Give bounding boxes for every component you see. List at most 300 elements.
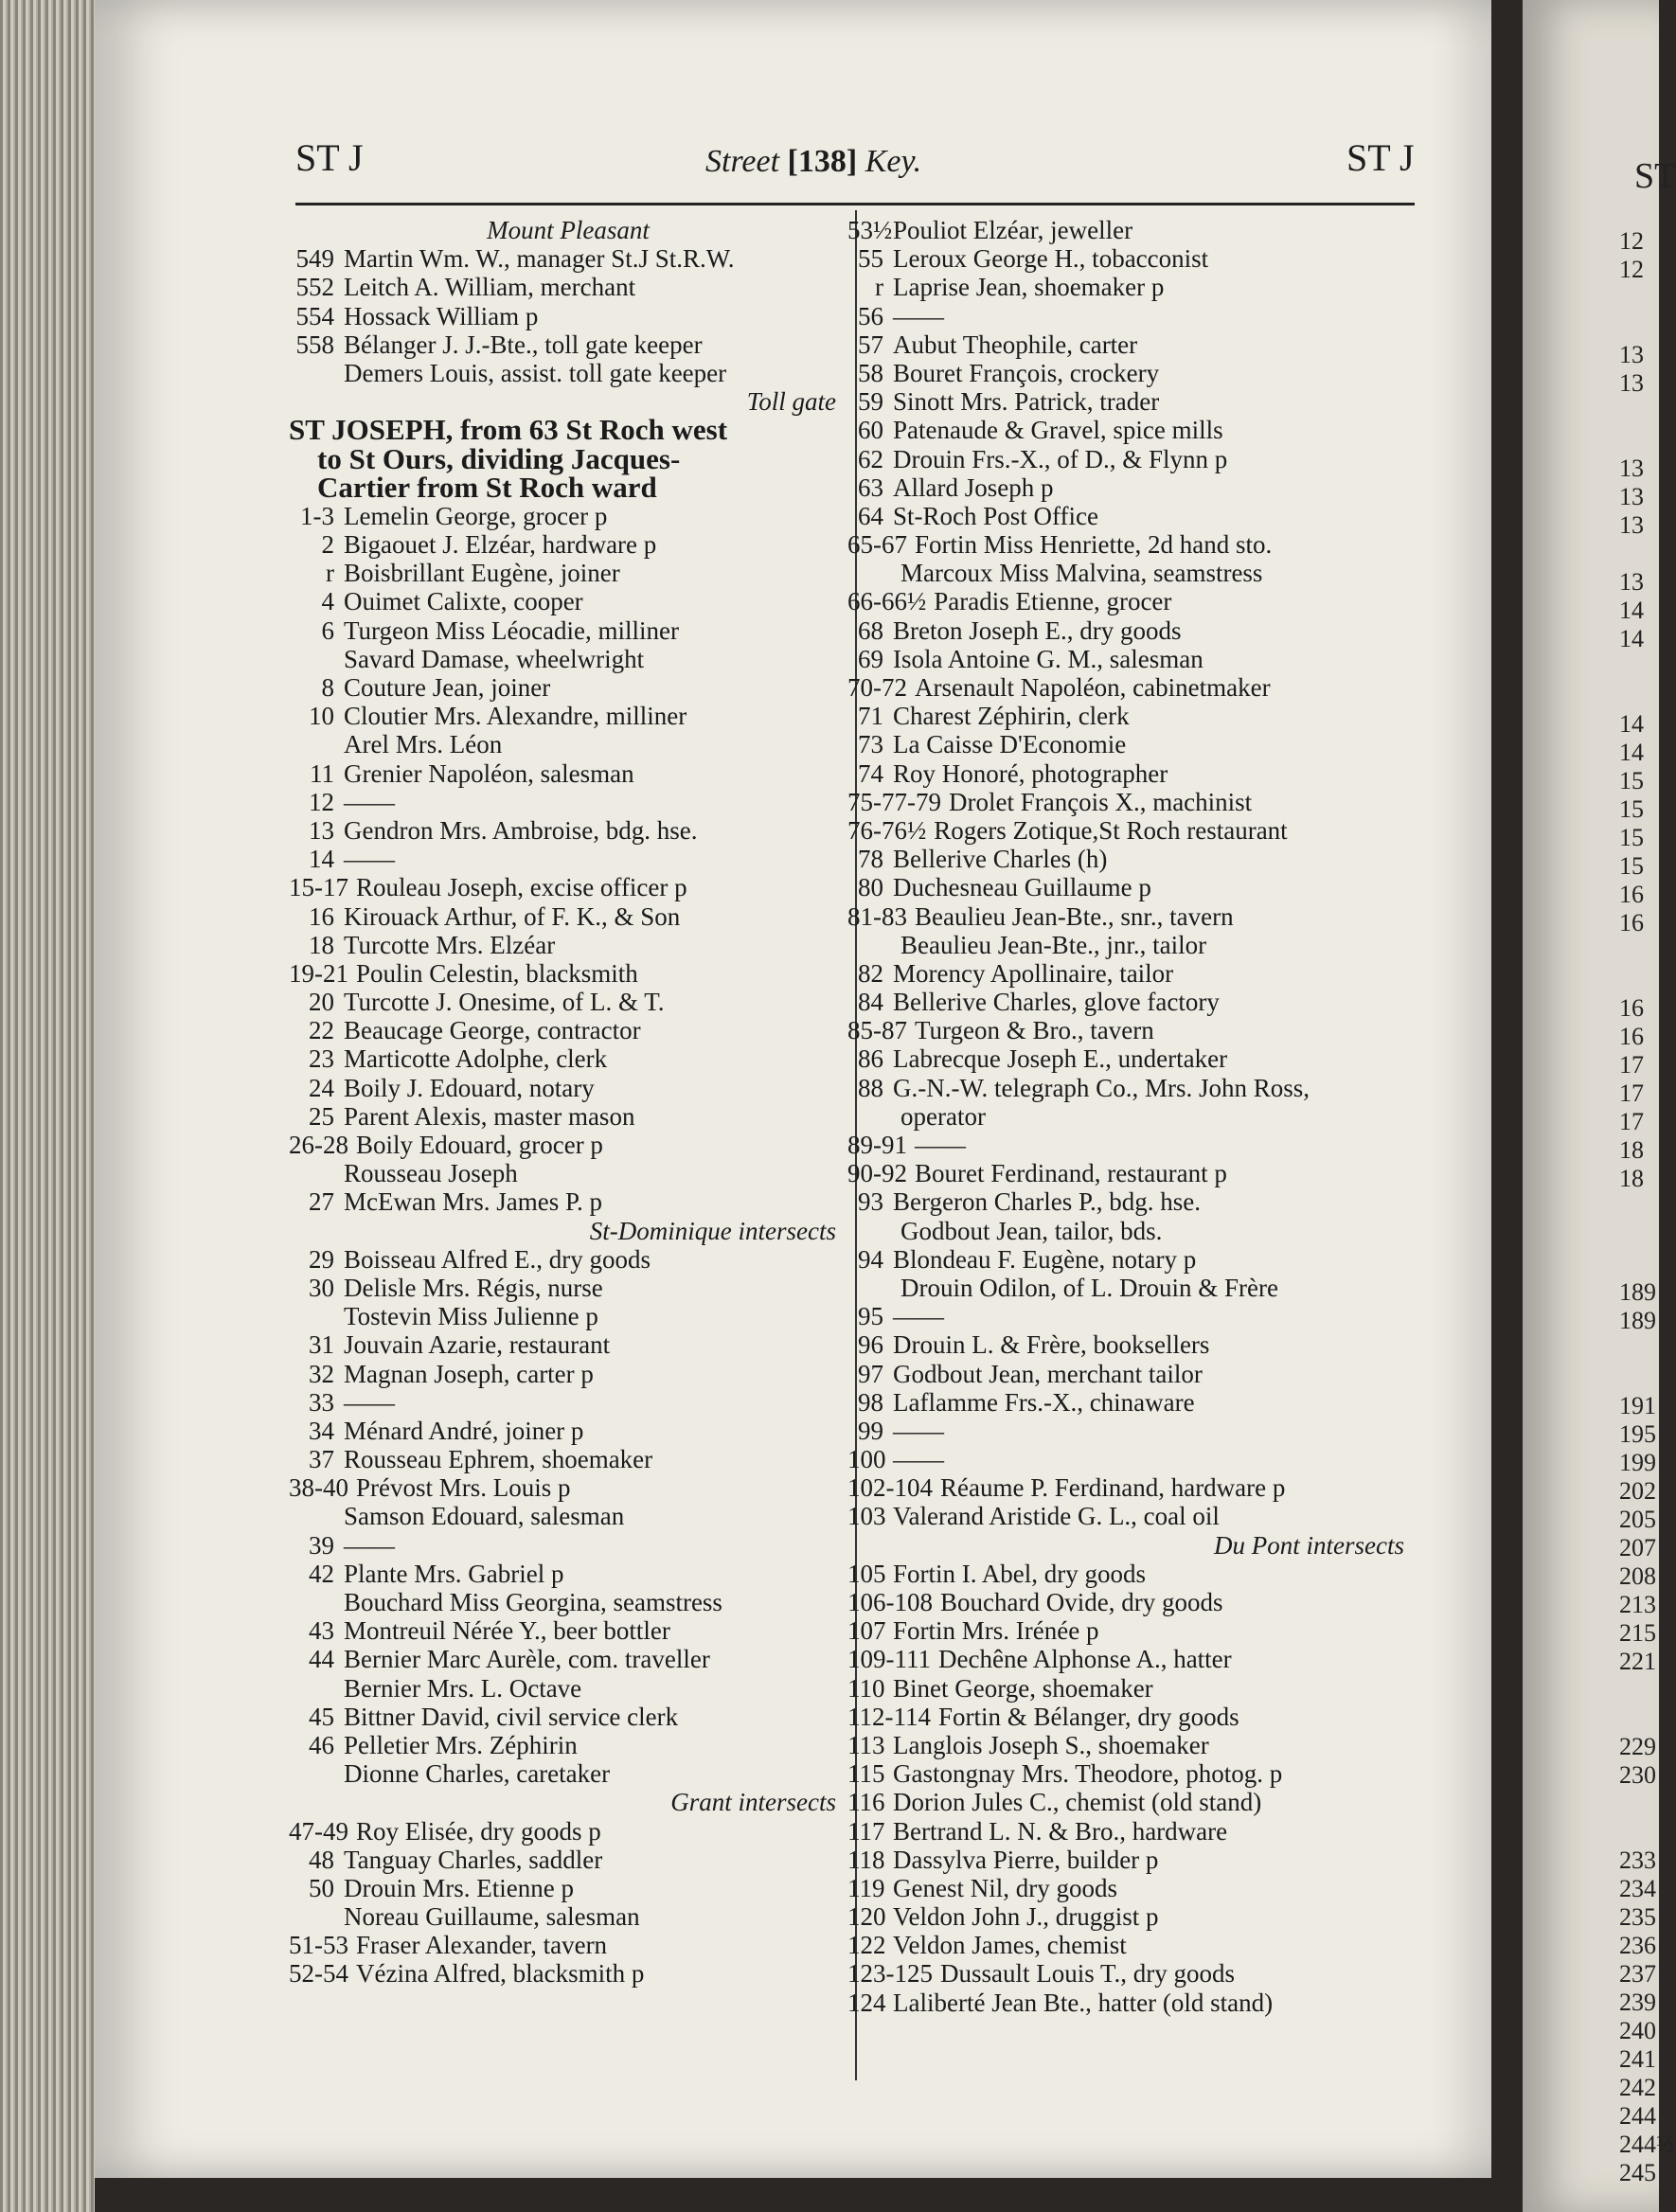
- street-number: 20: [309, 988, 334, 1017]
- facing-page-number: [1619, 312, 1675, 341]
- occupant-name: Charest Zéphirin, clerk: [893, 702, 1130, 731]
- occupant-name: ——: [893, 1302, 944, 1331]
- directory-entry: [289, 302, 847, 330]
- directory-entry: [847, 845, 1416, 873]
- occupant-name: Pelletier Mrs. Zéphirin: [344, 1730, 578, 1759]
- directory-entry: [847, 1016, 1416, 1044]
- occupant-name: Fortin & Bélanger, dry goods: [938, 1702, 1239, 1731]
- facing-page-number: 215: [1619, 1619, 1656, 1647]
- occupant-name: Delisle Mrs. Régis, nurse: [344, 1273, 603, 1302]
- street-number: 552: [295, 273, 334, 302]
- occupant-name: Pouliot Elzéar, jeweller: [893, 216, 1133, 244]
- directory-entry: [847, 330, 1416, 359]
- street-number: 119: [847, 1873, 885, 1902]
- occupant-name: Godbout Jean, tailor, bds.: [900, 1216, 1163, 1245]
- street-number: 80: [858, 873, 883, 902]
- directory-entry: [847, 387, 1416, 416]
- street-number: 59: [858, 387, 883, 417]
- directory-entry: [289, 1616, 847, 1645]
- street-number: 46: [309, 1730, 334, 1759]
- street-number: 58: [858, 358, 883, 387]
- occupant-name: Demers Louis, assist. toll gate keeper: [344, 358, 727, 387]
- facing-page-number: 13: [1619, 455, 1644, 482]
- section-heading: Mount Pleasant: [487, 216, 650, 244]
- facing-page-number: 16: [1619, 881, 1644, 908]
- street-number: 43: [309, 1616, 334, 1646]
- directory-entry: [847, 1044, 1416, 1073]
- left-column: [289, 216, 847, 1989]
- street-number: 68: [858, 615, 883, 645]
- directory-entry: [289, 1388, 847, 1417]
- facing-page-number: 18: [1619, 1136, 1644, 1164]
- facing-page-number: 195: [1619, 1420, 1656, 1448]
- occupant-name: Isola Antoine G. M., salesman: [893, 644, 1204, 673]
- directory-entry: [847, 473, 1416, 502]
- directory-entry: [847, 445, 1416, 473]
- directory-entry: [289, 645, 847, 673]
- occupant-name: Drouin Frs.-X., of D., & Flynn p: [893, 444, 1228, 473]
- directory-entry: [847, 816, 1416, 845]
- occupant-name: Valerand Aristide G. L., coal oil: [893, 1502, 1220, 1531]
- street-number: 32: [309, 1359, 334, 1388]
- occupant-name: Beaucage George, contractor: [344, 1016, 641, 1045]
- occupant-name: G.-N.-W. telegraph Co., Mrs. John Ross,: [893, 1073, 1310, 1102]
- street-number: 16: [309, 901, 334, 931]
- directory-entry: [289, 244, 847, 273]
- occupant-name: Boily J. Edouard, notary: [344, 1073, 595, 1102]
- occupant-name: Bouret François, crockery: [893, 358, 1160, 387]
- directory-entry: [289, 1731, 847, 1759]
- occupant-name: Paradis Etienne, grocer: [934, 587, 1172, 616]
- occupant-name: Bouchard Miss Georgina, seamstress: [344, 1588, 722, 1616]
- occupant-name: Marcoux Miss Malvina, seamstress: [900, 559, 1263, 588]
- directory-entry: [847, 273, 1416, 301]
- occupant-name: Laprise Jean, shoemaker p: [893, 273, 1165, 302]
- directory-entry: [847, 1902, 1416, 1931]
- occupant-name: Bertrand L. N. & Bro., hardware: [893, 1816, 1228, 1846]
- directory-entry: [847, 244, 1416, 273]
- page-number: [138]: [787, 144, 858, 179]
- directory-entry: [847, 587, 1416, 615]
- street-number: 47-49: [289, 1816, 348, 1846]
- occupant-name: Genest Nil, dry goods: [893, 1873, 1117, 1902]
- street-number: r: [875, 273, 883, 302]
- street-number: 106-108: [847, 1588, 933, 1616]
- facing-page-number: 240: [1619, 2017, 1656, 2044]
- occupant-name: La Caisse D'Economie: [893, 730, 1127, 759]
- directory-entry: [289, 530, 847, 559]
- running-head-street: Street: [705, 144, 780, 179]
- facing-page-number: [1619, 653, 1675, 682]
- directory-entry: [289, 702, 847, 730]
- street-number: 56: [858, 301, 883, 330]
- street-number: 18: [309, 930, 334, 959]
- street-number: 76-76½: [847, 815, 927, 845]
- occupant-name: Martin Wm. W., manager St.J St.R.W.: [344, 244, 735, 274]
- occupant-name: Bélanger J. J.-Bte., toll gate keeper: [344, 330, 703, 359]
- occupant-name: Dionne Charles, caretaker: [344, 1759, 611, 1789]
- occupant-name: St-Roch Post Office: [893, 501, 1098, 530]
- directory-entry: [847, 702, 1416, 730]
- street-number: 558: [295, 330, 334, 359]
- street-number: 122: [847, 1931, 886, 1960]
- street-number: 84: [858, 988, 883, 1017]
- occupant-name: Bouchard Ovide, dry goods: [940, 1588, 1223, 1616]
- directory-entry: [289, 359, 847, 387]
- street-number: 2: [321, 530, 334, 560]
- occupant-name: Gendron Mrs. Ambroise, bdg. hse.: [344, 815, 698, 845]
- occupant-name: Bellerive Charles, glove factory: [893, 988, 1220, 1017]
- occupant-name: Sinott Mrs. Patrick, trader: [893, 387, 1160, 417]
- occupant-name: ——: [893, 1445, 944, 1474]
- directory-entry: [289, 673, 847, 702]
- facing-page-number: 15: [1619, 767, 1644, 794]
- street-number: 26-28: [289, 1131, 348, 1159]
- occupant-name: Laflamme Frs.-X., chinaware: [893, 1387, 1195, 1417]
- facing-page-number: 13: [1619, 369, 1644, 397]
- occupant-name: Langlois Joseph S., shoemaker: [893, 1730, 1209, 1759]
- directory-entry: [289, 559, 847, 587]
- facing-page-number: [1619, 426, 1675, 455]
- directory-entry: [289, 1473, 847, 1502]
- street-number: 95: [858, 1302, 883, 1331]
- occupant-name: Arsenault Napoléon, cabinetmaker: [915, 673, 1271, 702]
- facing-page-number: 16: [1619, 909, 1644, 937]
- occupant-name: Montreuil Nérée Y., beer bottler: [344, 1616, 670, 1646]
- street-number: 39: [309, 1530, 334, 1560]
- directory-entry: [847, 1302, 1416, 1330]
- street-number: 44: [309, 1645, 334, 1674]
- occupant-name: Prévost Mrs. Louis p: [356, 1473, 571, 1503]
- facing-page-number: 244½: [1619, 2131, 1675, 2158]
- occupant-name: ——: [893, 301, 944, 330]
- directory-entry: [847, 1417, 1416, 1445]
- directory-entry: [847, 1759, 1416, 1788]
- occupant-name: Veldon John J., druggist p: [893, 1902, 1159, 1932]
- occupant-name: Godbout Jean, merchant tailor: [893, 1359, 1203, 1388]
- occupant-name: Boisbrillant Eugène, joiner: [344, 559, 620, 588]
- occupant-name: Bouret Ferdinand, restaurant p: [915, 1159, 1227, 1188]
- directory-entry: [847, 1959, 1416, 1988]
- occupant-name: Laliberté Jean Bte., hatter (old stand): [893, 1988, 1274, 2017]
- street-number: 1-3: [300, 501, 334, 530]
- directory-entry: [847, 1245, 1416, 1274]
- directory-entry: [847, 1989, 1416, 2017]
- occupant-name: Cloutier Mrs. Alexandre, milliner: [344, 702, 687, 731]
- street-number: 82: [858, 958, 883, 988]
- occupant-name: Drouin Odilon, of L. Drouin & Frère: [900, 1273, 1278, 1302]
- directory-entry: [289, 1417, 847, 1445]
- directory-entry: [289, 1645, 847, 1673]
- occupant-name: Grenier Napoléon, salesman: [344, 758, 634, 788]
- street-number: 100: [847, 1445, 886, 1474]
- directory-entry: [289, 816, 847, 845]
- occupant-name: Duchesneau Guillaume p: [893, 873, 1151, 902]
- occupant-name: Parent Alexis, master mason: [344, 1101, 635, 1131]
- street-number: 22: [309, 1016, 334, 1045]
- street-number: 48: [309, 1845, 334, 1874]
- occupant-name: Drouin Mrs. Etienne p: [344, 1873, 574, 1902]
- directory-entry: [289, 845, 847, 873]
- directory-entry: [847, 1931, 1416, 1959]
- street-number: 70-72: [847, 673, 907, 702]
- occupant-name: Roy Elisée, dry goods p: [356, 1816, 601, 1846]
- directory-entry: [847, 873, 1416, 901]
- directory-entry: [847, 416, 1416, 444]
- facing-page-number: 237: [1619, 1960, 1656, 1988]
- occupant-name: Beaulieu Jean-Bte., jnr., tailor: [900, 930, 1207, 959]
- street-number: 37: [309, 1445, 334, 1474]
- directory-entry: [289, 1159, 847, 1187]
- street-heading: to St Ours, dividing Jacques-: [317, 441, 681, 475]
- occupant-name: operator: [900, 1101, 986, 1131]
- street-number: 116: [847, 1788, 885, 1817]
- directory-entry: [847, 1131, 1416, 1159]
- directory-entry: [847, 1187, 1416, 1216]
- directory-entry: [847, 759, 1416, 788]
- street-number: 29: [309, 1244, 334, 1274]
- street-number: 549: [295, 244, 334, 274]
- street-number: 78: [858, 845, 883, 874]
- occupant-name: Turcotte Mrs. Elzéar: [344, 930, 556, 959]
- directory-entry: [847, 788, 1416, 816]
- directory-entry: [847, 1731, 1416, 1759]
- header-rule: [295, 203, 1415, 205]
- occupant-name: Bernier Mrs. L. Octave: [344, 1673, 582, 1703]
- section-heading: St-Dominique intersects: [589, 1216, 836, 1245]
- facing-page-numbers: [1619, 227, 1675, 2187]
- street-number: 24: [309, 1073, 334, 1102]
- facing-page-number: 14: [1619, 739, 1644, 766]
- street-number: 50: [309, 1873, 334, 1902]
- occupant-name: Dorion Jules C., chemist (old stand): [893, 1788, 1262, 1817]
- directory-entry: [289, 502, 847, 530]
- street-number: 57: [858, 330, 883, 359]
- street-number: 74: [858, 758, 883, 788]
- occupant-name: ——: [893, 1416, 944, 1445]
- occupant-name: Rogers Zotique,St Roch restaurant: [934, 815, 1288, 845]
- occupant-name: Veldon James, chemist: [893, 1931, 1127, 1960]
- street-number: 88: [858, 1073, 883, 1102]
- directory-entry: [847, 931, 1416, 959]
- directory-entry: [289, 1044, 847, 1073]
- occupant-name: Boily Edouard, grocer p: [356, 1131, 603, 1159]
- street-number: 94: [858, 1244, 883, 1274]
- street-number: 45: [309, 1702, 334, 1731]
- facing-page: [1523, 0, 1676, 2212]
- directory-entry: [847, 1502, 1416, 1530]
- directory-entry: [289, 931, 847, 959]
- directory-entry: [847, 1616, 1416, 1645]
- facing-page-number: 202: [1619, 1477, 1656, 1505]
- street-number: 64: [858, 501, 883, 530]
- facing-page-number: 239: [1619, 1989, 1656, 2016]
- directory-entry: [847, 1645, 1416, 1673]
- facing-page-number: [1619, 1704, 1675, 1733]
- occupant-name: Dussault Louis T., dry goods: [940, 1959, 1236, 1989]
- street-heading: ST JOSEPH, from 63 St Roch west: [289, 413, 728, 447]
- directory-entry: [289, 902, 847, 931]
- directory-entry: [289, 730, 847, 758]
- facing-page-number: 205: [1619, 1506, 1656, 1533]
- street-number: 31: [309, 1330, 334, 1360]
- directory-entry: [289, 1703, 847, 1731]
- street-heading: Cartier from St Roch ward: [317, 470, 657, 504]
- street-number: 66-66½: [847, 587, 927, 616]
- occupant-name: Fortin Mrs. Irénée p: [893, 1616, 1099, 1646]
- directory-entry: [289, 988, 847, 1016]
- facing-page-number: 229: [1619, 1733, 1656, 1760]
- facing-page-number: [1619, 1364, 1675, 1392]
- street-number: 93: [858, 1187, 883, 1217]
- street-number: 8: [321, 673, 334, 702]
- directory-entry: [289, 1245, 847, 1274]
- occupant-name: Rousseau Joseph: [344, 1159, 518, 1188]
- facing-page-number: [1619, 1676, 1675, 1704]
- street-number: 102-104: [847, 1473, 933, 1503]
- directory-entry: [289, 1674, 847, 1703]
- street-number: 105: [847, 1559, 886, 1588]
- occupant-name: Fortin I. Abel, dry goods: [893, 1559, 1146, 1588]
- directory-entry: [289, 1817, 847, 1846]
- facing-page-number: [1619, 1222, 1675, 1250]
- directory-entry: [847, 359, 1416, 387]
- directory-entry: [289, 1846, 847, 1874]
- directory-entry: [847, 616, 1416, 645]
- facing-page-number: 16: [1619, 994, 1644, 1022]
- street-number: 25: [309, 1101, 334, 1131]
- directory-entry: [289, 1074, 847, 1102]
- directory-entry: [847, 1217, 1416, 1245]
- street-number: 86: [858, 1044, 883, 1074]
- facing-page-number: 16: [1619, 1023, 1644, 1050]
- occupant-name: Bernier Marc Aurèle, com. traveller: [344, 1645, 710, 1674]
- street-number: 30: [309, 1273, 334, 1302]
- facing-page-number: 18: [1619, 1165, 1644, 1192]
- street-number: 554: [295, 301, 334, 330]
- occupant-name: ——: [344, 1387, 395, 1417]
- occupant-name: Drouin L. & Frère, booksellers: [893, 1330, 1210, 1360]
- directory-entry: [289, 788, 847, 816]
- directory-entry: [289, 1302, 847, 1330]
- facing-page-number: 207: [1619, 1534, 1656, 1561]
- facing-page-number: 12: [1619, 256, 1644, 283]
- facing-page-number: 13: [1619, 568, 1644, 596]
- facing-page-number: [1619, 1790, 1675, 1818]
- occupant-name: Dechêne Alphonse A., hatter: [938, 1645, 1232, 1674]
- running-head-center: [705, 144, 921, 180]
- facing-page-number: 230: [1619, 1761, 1656, 1789]
- facing-page-number: [1619, 682, 1675, 710]
- occupant-name: Arel Mrs. Léon: [344, 730, 503, 759]
- street-number: 52-54: [289, 1959, 348, 1989]
- occupant-name: Bigaouet J. Elzéar, hardware p: [344, 530, 657, 560]
- street-number: 19-21: [289, 958, 348, 988]
- facing-page-number: 244: [1619, 2102, 1656, 2130]
- directory-entry: [847, 1874, 1416, 1902]
- occupant-name: Beaulieu Jean-Bte., snr., tavern: [915, 901, 1234, 931]
- running-head-right: ST J: [1346, 136, 1415, 179]
- street-number: 90-92: [847, 1159, 907, 1188]
- facing-page-number: [1619, 1250, 1675, 1278]
- directory-entry: [847, 502, 1416, 530]
- street-number: 107: [847, 1616, 886, 1646]
- directory-entry: [847, 730, 1416, 758]
- directory-entry: [847, 1159, 1416, 1187]
- occupant-name: Leroux George H., tobacconist: [893, 244, 1209, 274]
- street-number: 12: [309, 787, 334, 816]
- street-number: 110: [847, 1673, 885, 1703]
- occupant-name: ——: [344, 1530, 395, 1560]
- street-number: 34: [309, 1416, 334, 1445]
- street-number: 115: [847, 1759, 885, 1789]
- street-number: 60: [858, 416, 883, 445]
- occupant-name: Réaume P. Ferdinand, hardware p: [940, 1473, 1286, 1503]
- occupant-name: Noreau Guillaume, salesman: [344, 1902, 640, 1932]
- street-number: 14: [309, 845, 334, 874]
- street-number: 6: [321, 615, 334, 645]
- facing-page-number: [1619, 284, 1675, 312]
- occupant-name: Vézina Alfred, blacksmith p: [356, 1959, 645, 1989]
- directory-entry: [847, 1102, 1416, 1131]
- street-number: 4: [321, 587, 334, 616]
- directory-entry: [847, 1274, 1416, 1302]
- occupant-name: Turcotte J. Onesime, of L. & T.: [344, 988, 665, 1017]
- street-number: 120: [847, 1902, 886, 1932]
- section-heading: Grant intersects: [670, 1788, 836, 1817]
- occupant-name: ——: [915, 1131, 966, 1159]
- facing-page-number: [1619, 966, 1675, 994]
- street-number: 63: [858, 473, 883, 502]
- facing-page-number: 199: [1619, 1449, 1656, 1476]
- directory-entry: [289, 1131, 847, 1159]
- directory-entry: [289, 616, 847, 645]
- facing-page-number: 13: [1619, 511, 1644, 539]
- occupant-name: Couture Jean, joiner: [344, 673, 551, 702]
- directory-entry: [289, 959, 847, 988]
- occupant-name: Tostevin Miss Julienne p: [344, 1302, 598, 1331]
- directory-entry: [847, 559, 1416, 587]
- occupant-name: Plante Mrs. Gabriel p: [344, 1559, 564, 1588]
- directory-entry: [289, 1560, 847, 1588]
- occupant-name: Labrecque Joseph E., undertaker: [893, 1044, 1228, 1074]
- directory-entry: [289, 1016, 847, 1044]
- facing-page-number: 13: [1619, 483, 1644, 510]
- facing-page-number: 242: [1619, 2074, 1656, 2101]
- street-number: 23: [309, 1044, 334, 1074]
- occupant-name: Binet George, shoemaker: [893, 1673, 1153, 1703]
- section-heading: Du Pont intersects: [1214, 1530, 1404, 1560]
- occupant-name: Ouimet Calixte, cooper: [344, 587, 583, 616]
- occupant-name: Boisseau Alfred E., dry goods: [344, 1244, 651, 1274]
- street-number: 81-83: [847, 901, 907, 931]
- facing-page-number: 191: [1619, 1392, 1656, 1419]
- street-number: 98: [858, 1387, 883, 1417]
- street-number: 55: [858, 244, 883, 274]
- page-edge-stack: [0, 0, 95, 2212]
- street-number: 27: [309, 1187, 334, 1217]
- occupant-name: Drolet François X., machinist: [948, 787, 1253, 816]
- occupant-name: Lemelin George, grocer p: [344, 501, 608, 530]
- facing-page-number: 15: [1619, 852, 1644, 880]
- directory-entry: [289, 1187, 847, 1216]
- facing-page-number: 15: [1619, 824, 1644, 851]
- directory-entry: [847, 1560, 1416, 1588]
- directory-entry: [847, 1445, 1416, 1473]
- street-number: 97: [858, 1359, 883, 1388]
- occupant-name: Marticotte Adolphe, clerk: [344, 1044, 608, 1074]
- street-number: 13: [309, 815, 334, 845]
